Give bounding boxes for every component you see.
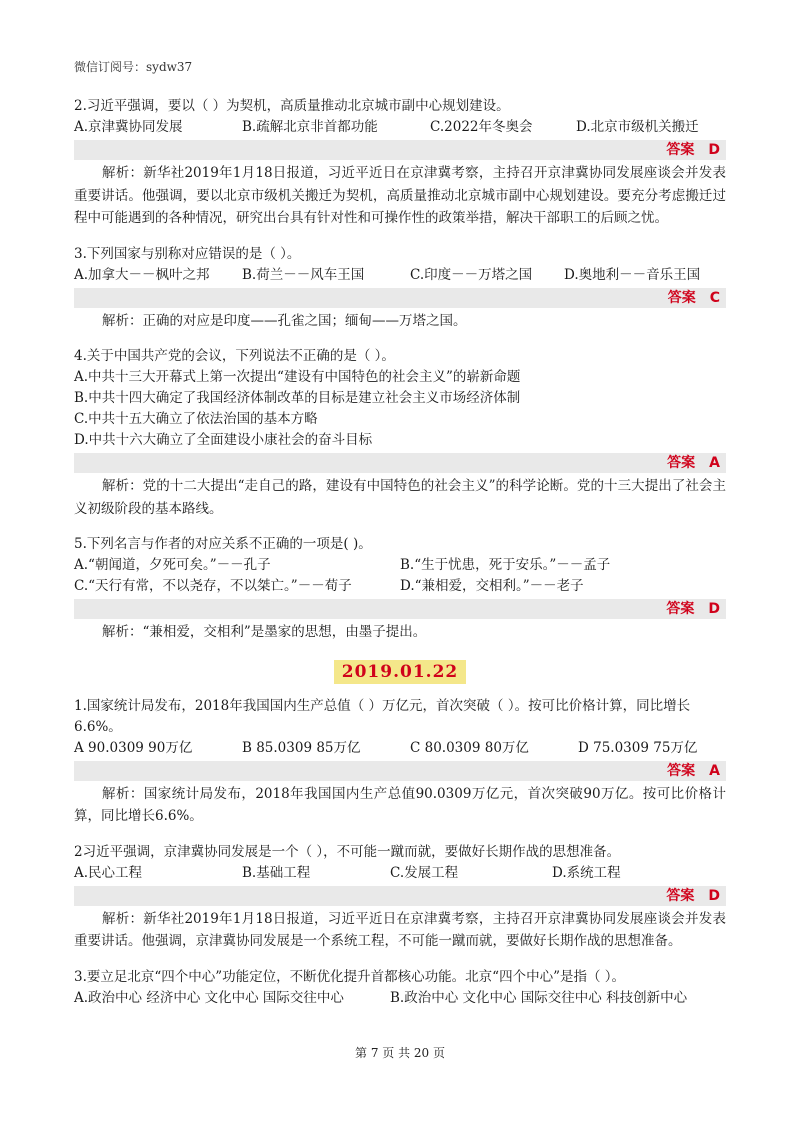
answer-label: 答案 xyxy=(667,762,696,779)
answer-bar xyxy=(74,140,726,160)
option: B.“生于忧患，死于安乐。”－－孟子 xyxy=(400,557,611,573)
option: C.2022年冬奥会 xyxy=(430,119,533,135)
question-options xyxy=(74,863,726,884)
question-options xyxy=(74,738,726,759)
option: D 75.0309 75万亿 xyxy=(578,739,698,756)
option: C.中共十五大确立了依法治国的基本方略 xyxy=(74,411,318,427)
page-content xyxy=(74,96,726,1009)
question-block xyxy=(74,244,726,333)
option: A.中共十三大开幕式上第一次提出“建设有中国特色的社会主义”的崭新命题 xyxy=(74,369,521,385)
question-block xyxy=(74,96,726,230)
answer-label: 答案 xyxy=(666,142,695,158)
explanation: 解析：正确的对应是印度——孔雀之国；缅甸——万塔之国。 xyxy=(102,312,467,329)
option: A.政治中心 经济中心 文化中心 国际交往中心 xyxy=(74,989,344,1006)
option: A 90.0309 90万亿 xyxy=(74,739,193,756)
option: B.荷兰－－风车王国 xyxy=(242,266,365,283)
option: D.系统工程 xyxy=(552,864,621,881)
question-block xyxy=(74,967,726,1009)
answer-letter: C xyxy=(709,289,720,306)
answer-bar xyxy=(74,761,726,781)
answer-bar xyxy=(74,453,726,473)
question-block xyxy=(74,842,726,953)
option: C 80.0309 80万亿 xyxy=(410,739,529,756)
date-heading-wrap xyxy=(74,660,726,684)
question-stem: 1.国家统计局发布，2018年我国国内生产总值（ ）万亿元，首次突破（ ）。按可比价格计算，同比增长6.6%。 xyxy=(74,697,691,735)
question-stem: 4.关于中国共产党的会议，下列说法不正确的是（ ）。 xyxy=(74,348,395,364)
option: C.发展工程 xyxy=(390,864,459,881)
question-options xyxy=(74,555,726,576)
answer-letter: D xyxy=(708,142,720,158)
explanation: 解析：国家统计局发布，2018年我国国内生产总值90.0309万亿元，首次突破90万亿。按可比价格计算，同比增长6.6%。 xyxy=(74,785,726,824)
date-heading: 2019.01.22 xyxy=(334,660,466,684)
question-options xyxy=(74,117,726,138)
option: D.奥地利－－音乐王国 xyxy=(564,266,701,283)
option: A.加拿大－－枫叶之邦 xyxy=(74,266,210,283)
answer-letter: A xyxy=(709,762,720,779)
option: C.“天行有常，不以尧存，不以桀亡。”－－荀子 xyxy=(74,578,352,594)
question-block xyxy=(74,534,726,644)
option: A.“朝闻道，夕死可矣。”－－孔子 xyxy=(74,557,271,573)
option: D.“兼相爱，交相利。”－－老子 xyxy=(400,578,584,594)
option: B.疏解北京非首都功能 xyxy=(242,119,378,135)
answer-letter: A xyxy=(709,455,720,471)
option: A.民心工程 xyxy=(74,864,143,881)
explanation: 解析：“兼相爱，交相利”是墨家的思想，由墨子提出。 xyxy=(102,624,427,640)
explanation: 解析：党的十二大提出“走自己的路，建设有中国特色的社会主义”的科学论断。党的十三大提出了社会主义初级阶段的基本路线。 xyxy=(74,478,726,517)
question-options xyxy=(74,367,726,451)
explanation: 解析：新华社2019年1月18日报道，习近平近日在京津冀考察，主持召开京津冀协同发展座谈会并发表重要讲话。他强调，要以北京市级机关搬迁为契机，高质量推动北京城市副中心规划建设。要充分考虑搬迁过程中可能遇到的各种情况，研究出台具有针对性和可操作性的政策举措，解决干部职工的后顾之忧。 xyxy=(74,165,726,226)
option: B 85.0309 85万亿 xyxy=(242,739,361,756)
option: C.印度－－万塔之国 xyxy=(410,266,533,283)
explanation: 解析：新华社2019年1月18日报道，习近平近日在京津冀考察，主持召开京津冀协同发展座谈会并发表重要讲话。他强调，京津冀协同发展是一个系统工程，不可能一蹴而就，要做好长期作战的思想准备。 xyxy=(74,910,726,949)
question-options xyxy=(74,988,726,1009)
question-stem: 3.下列国家与别称对应错误的是（ ）。 xyxy=(74,245,301,262)
question-block xyxy=(74,696,726,828)
answer-bar xyxy=(74,599,726,619)
question-stem: 2.习近平强调，要以（ ）为契机，高质量推动北京城市副中心规划建设。 xyxy=(74,98,510,114)
option: B.基础工程 xyxy=(242,864,311,881)
question-options xyxy=(74,265,726,286)
answer-bar xyxy=(74,288,726,308)
answer-label: 答案 xyxy=(666,601,695,617)
answer-label: 答案 xyxy=(666,887,695,904)
question-stem: 3.要立足北京“四个中心”功能定位，不断优化提升首都核心功能。北京“四个中心”是指（ ）。 xyxy=(74,968,626,985)
question-stem: 2习近平强调，京津冀协同发展是一个（ ），不可能一蹴而就，要做好长期作战的思想准备。 xyxy=(74,843,621,860)
option: D.北京市级机关搬迁 xyxy=(576,119,699,135)
answer-bar xyxy=(74,886,726,906)
question-block xyxy=(74,346,726,520)
question-options xyxy=(74,576,726,597)
option: B.政治中心 文化中心 国际交往中心 科技创新中心 xyxy=(390,989,688,1006)
answer-label: 答案 xyxy=(667,289,696,306)
option: B.中共十四大确定了我国经济体制改革的目标是建立社会主义市场经济体制 xyxy=(74,390,521,406)
page-header: 微信订阅号：sydw37 xyxy=(74,60,193,74)
question-stem: 5.下列名言与作者的对应关系不正确的一项是( )。 xyxy=(74,536,372,552)
answer-letter: D xyxy=(708,601,720,617)
answer-label: 答案 xyxy=(667,455,696,471)
page-footer: 第 7 页 共 20 页 xyxy=(355,1046,445,1060)
answer-letter: D xyxy=(708,887,720,904)
option: A.京津冀协同发展 xyxy=(74,119,183,135)
option: D.中共十六大确立了全面建设小康社会的奋斗目标 xyxy=(74,432,373,448)
